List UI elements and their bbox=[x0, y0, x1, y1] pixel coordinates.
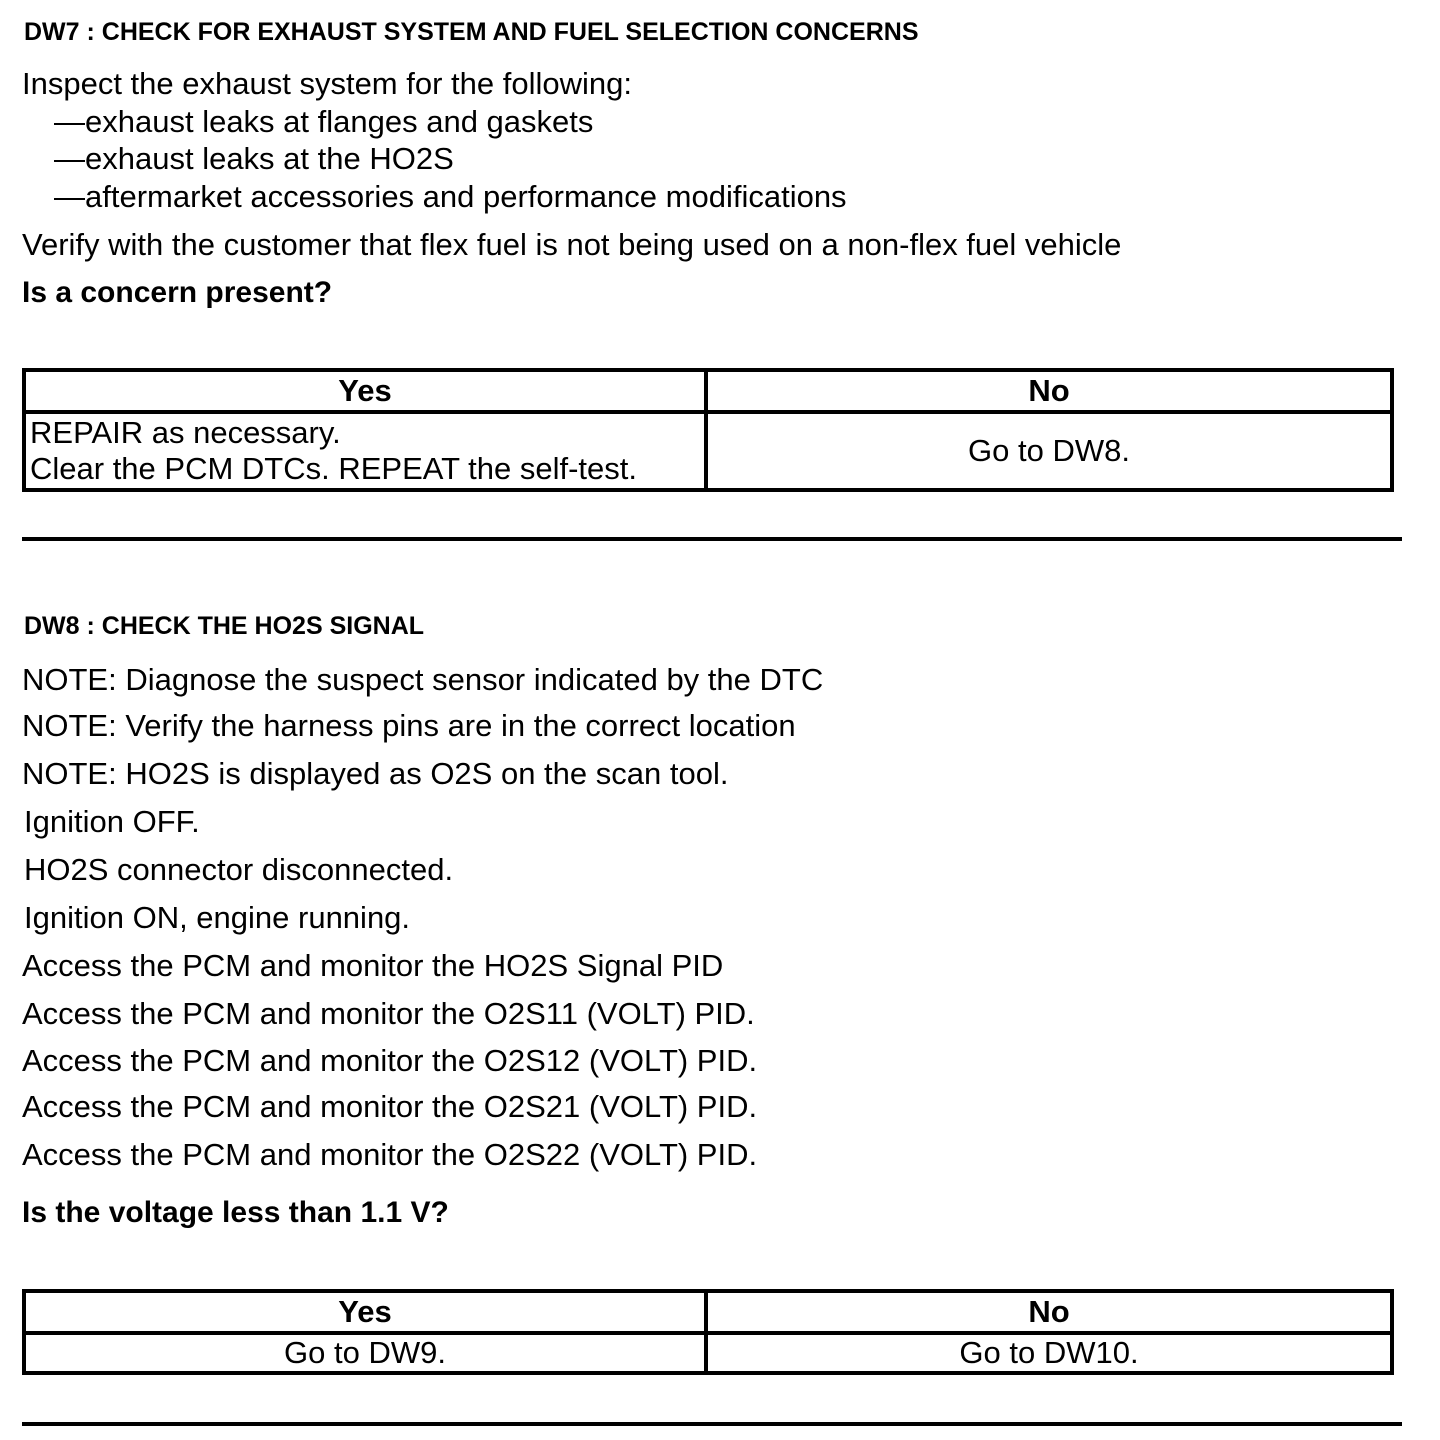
dw7-verify: Verify with the customer that flex fuel is not being used on a non-flex fuel vehicle bbox=[22, 227, 1122, 262]
dw8-line-11: Access the PCM and monitor the O2S22 (VOLT) PID. bbox=[22, 1137, 758, 1172]
dw7-intro: Inspect the exhaust system for the following: bbox=[22, 66, 632, 101]
dw7-question: Is a concern present? bbox=[22, 276, 333, 309]
section-divider bbox=[22, 537, 1402, 541]
dw8-line-2: NOTE: Verify the harness pins are in the correct location bbox=[22, 708, 796, 743]
table-header-row bbox=[24, 1291, 1392, 1333]
section-divider bbox=[22, 1422, 1402, 1426]
yes-header: Yes bbox=[24, 1291, 706, 1333]
dw8-line-7: Access the PCM and monitor the HO2S Signal PID bbox=[22, 948, 724, 983]
table-row bbox=[24, 412, 1392, 490]
dw7-heading: DW7 : CHECK FOR EXHAUST SYSTEM AND FUEL SELECTION CONCERNS bbox=[24, 18, 919, 46]
dw8-line-10: Access the PCM and monitor the O2S21 (VOLT) PID. bbox=[22, 1089, 758, 1124]
dw7-no-cell: Go to DW8. bbox=[706, 412, 1392, 490]
dw8-line-3: NOTE: HO2S is displayed as O2S on the scan tool. bbox=[22, 756, 729, 791]
dw7-bullet-3: —aftermarket accessories and performance modifications bbox=[54, 179, 847, 214]
dw8-question: Is the voltage less than 1.1 V? bbox=[22, 1196, 449, 1229]
no-header: No bbox=[706, 1291, 1392, 1333]
dw7-result-table bbox=[22, 368, 1394, 492]
yes-header: Yes bbox=[24, 370, 706, 412]
dw8-line-4: Ignition OFF. bbox=[24, 804, 200, 839]
table-row bbox=[24, 1333, 1392, 1373]
dw8-yes-cell: Go to DW9. bbox=[24, 1333, 706, 1373]
dw7-bullet-2: —exhaust leaks at the HO2S bbox=[54, 141, 454, 176]
dw8-heading: DW8 : CHECK THE HO2S SIGNAL bbox=[24, 612, 425, 640]
dw7-yes-cell bbox=[24, 412, 706, 490]
dw8-line-1: NOTE: Diagnose the suspect sensor indicated by the DTC bbox=[22, 662, 824, 697]
dw8-no-cell: Go to DW10. bbox=[706, 1333, 1392, 1373]
dw7-yes-line-1: REPAIR as necessary. bbox=[30, 415, 341, 450]
no-header: No bbox=[706, 370, 1392, 412]
dw8-line-6: Ignition ON, engine running. bbox=[24, 900, 411, 935]
table-header-row bbox=[24, 370, 1392, 412]
dw8-line-8: Access the PCM and monitor the O2S11 (VOLT) PID. bbox=[22, 996, 755, 1031]
dw7-bullet-1: —exhaust leaks at flanges and gaskets bbox=[54, 104, 594, 139]
dw7-yes-line-2: Clear the PCM DTCs. REPEAT the self-test. bbox=[30, 451, 637, 486]
dw8-line-9: Access the PCM and monitor the O2S12 (VOLT) PID. bbox=[22, 1043, 758, 1078]
dw8-line-5: HO2S connector disconnected. bbox=[24, 852, 454, 887]
dw8-result-table bbox=[22, 1289, 1394, 1375]
